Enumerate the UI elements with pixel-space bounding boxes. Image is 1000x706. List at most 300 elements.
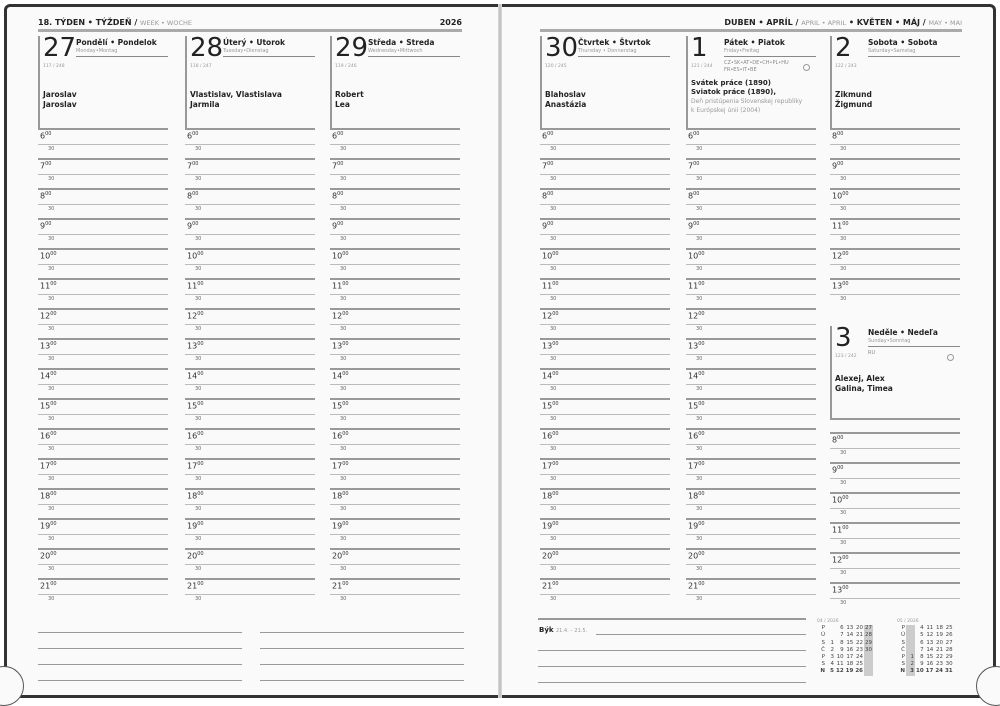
hour-label: $21^{00}$ bbox=[688, 581, 705, 591]
day-name: Pátek • Piatok bbox=[724, 38, 785, 47]
half-hour-line bbox=[38, 144, 168, 145]
notes-line bbox=[538, 650, 806, 651]
day-box bbox=[686, 33, 816, 130]
half-hour-line bbox=[830, 204, 960, 205]
mini-calendar-cell bbox=[906, 625, 915, 632]
half-hour-line bbox=[330, 414, 460, 415]
mini-calendar-row bbox=[817, 661, 873, 668]
hour-label: $14^{00}$ bbox=[332, 371, 349, 381]
mini-calendar-cell: 22 bbox=[855, 639, 863, 646]
hour-row bbox=[330, 428, 460, 458]
mini-calendar-cell: 13 bbox=[846, 625, 854, 632]
half-hour-label: 30 bbox=[550, 536, 557, 542]
half-hour-label: 30 bbox=[550, 416, 557, 422]
day-number: 1 bbox=[691, 33, 708, 63]
hour-row bbox=[686, 188, 816, 218]
half-hour-line bbox=[330, 294, 460, 295]
half-hour-line bbox=[330, 324, 460, 325]
hour-label: $19^{00}$ bbox=[688, 521, 705, 531]
half-hour-line bbox=[185, 234, 315, 235]
mini-calendar-cell: 17 bbox=[925, 668, 934, 675]
half-hour-label: 30 bbox=[340, 536, 347, 542]
half-hour-label: 30 bbox=[696, 176, 703, 182]
half-hour-line bbox=[38, 264, 168, 265]
half-hour-line bbox=[830, 478, 960, 479]
hour-label: $15^{00}$ bbox=[40, 401, 57, 411]
hour-label: $19^{00}$ bbox=[542, 521, 559, 531]
name-day: Jaroslav bbox=[43, 100, 77, 109]
name-day: Alexej, Alex bbox=[835, 374, 885, 383]
name-days bbox=[335, 90, 364, 110]
mini-calendar-cell: 3 bbox=[830, 654, 834, 661]
half-hour-line bbox=[38, 174, 168, 175]
half-hour-line bbox=[185, 204, 315, 205]
half-hour-label: 30 bbox=[696, 416, 703, 422]
half-hour-line bbox=[686, 444, 816, 445]
hour-label: $13^{00}$ bbox=[40, 341, 57, 351]
mini-calendar-row bbox=[817, 632, 873, 639]
half-hour-label: 30 bbox=[840, 570, 847, 576]
half-hour-line bbox=[185, 594, 315, 595]
hour-row bbox=[686, 398, 816, 428]
mini-calendar-cell: 9 bbox=[840, 646, 844, 653]
mini-calendar-row bbox=[817, 647, 873, 654]
notes-line bbox=[260, 648, 464, 649]
hour-label: $11^{00}$ bbox=[832, 221, 849, 231]
half-hour-line bbox=[686, 564, 816, 565]
mini-calendar-cell: 6 bbox=[840, 625, 844, 632]
hour-row bbox=[686, 158, 816, 188]
mini-calendar-cell bbox=[906, 632, 915, 639]
hour-label: $7^{00}$ bbox=[187, 161, 199, 171]
half-hour-line bbox=[330, 174, 460, 175]
notes-line bbox=[38, 664, 242, 665]
half-hour-line bbox=[330, 564, 460, 565]
half-hour-label: 30 bbox=[550, 176, 557, 182]
half-hour-label: 30 bbox=[550, 386, 557, 392]
hour-label: $6^{00}$ bbox=[688, 131, 700, 141]
half-hour-label: 30 bbox=[696, 326, 703, 332]
hour-row bbox=[38, 368, 168, 398]
hour-row bbox=[330, 458, 460, 488]
mini-calendar-cell: 20 bbox=[855, 625, 863, 632]
zodiac-range: 21.4. – 21.5. bbox=[556, 628, 588, 634]
week-header bbox=[38, 18, 462, 32]
holiday bbox=[691, 79, 802, 115]
mini-calendar-cell: 28 bbox=[945, 646, 953, 653]
hour-label: $21^{00}$ bbox=[187, 581, 204, 591]
half-hour-line bbox=[540, 504, 670, 505]
half-hour-label: 30 bbox=[48, 566, 55, 572]
hour-label: $17^{00}$ bbox=[332, 461, 349, 471]
half-hour-label: 30 bbox=[550, 476, 557, 482]
hour-row bbox=[38, 398, 168, 428]
zodiac bbox=[539, 626, 587, 634]
hour-row bbox=[830, 128, 960, 158]
hour-label: $9^{00}$ bbox=[187, 221, 199, 231]
hour-row bbox=[686, 368, 816, 398]
half-hour-label: 30 bbox=[840, 600, 847, 606]
half-hour-line bbox=[830, 234, 960, 235]
mini-calendar-row bbox=[897, 647, 954, 654]
hour-label: $7^{00}$ bbox=[542, 161, 554, 171]
half-hour-label: 30 bbox=[696, 296, 703, 302]
half-hour-label: 30 bbox=[195, 266, 202, 272]
hour-row bbox=[330, 488, 460, 518]
hour-row bbox=[540, 308, 670, 338]
hour-row bbox=[185, 308, 315, 338]
hour-label: $15^{00}$ bbox=[542, 401, 559, 411]
half-hour-line bbox=[38, 204, 168, 205]
half-hour-line bbox=[185, 384, 315, 385]
mini-calendar-cell: 12 bbox=[926, 632, 934, 639]
mini-calendar-cell: Č bbox=[821, 646, 825, 653]
half-hour-line bbox=[185, 504, 315, 505]
mini-calendar-cell: 8 bbox=[920, 654, 924, 661]
hour-label: $13^{00}$ bbox=[832, 281, 849, 291]
half-hour-line bbox=[686, 144, 816, 145]
day-of-year: 119 / 246 bbox=[335, 64, 357, 69]
hour-row bbox=[830, 432, 960, 462]
hour-row bbox=[830, 278, 960, 308]
half-hour-label: 30 bbox=[696, 536, 703, 542]
half-hour-line bbox=[830, 448, 960, 449]
day-of-year: 123 / 242 bbox=[835, 354, 857, 359]
hour-row bbox=[540, 338, 670, 368]
half-hour-label: 30 bbox=[48, 296, 55, 302]
day-name-en: Saturday•Samstag bbox=[868, 48, 916, 54]
half-hour-line bbox=[330, 264, 460, 265]
half-hour-line bbox=[185, 474, 315, 475]
half-hour-label: 30 bbox=[48, 536, 55, 542]
mini-calendar-row bbox=[897, 625, 954, 632]
name-day: Lea bbox=[335, 100, 350, 109]
day-name: Čtvrtek • Štvrtok bbox=[578, 38, 651, 47]
mini-calendar-cell: 18 bbox=[846, 661, 854, 668]
hour-row bbox=[185, 128, 315, 158]
half-hour-line bbox=[38, 384, 168, 385]
hour-row bbox=[540, 248, 670, 278]
half-hour-label: 30 bbox=[340, 446, 347, 452]
mini-calendar-cell: 16 bbox=[926, 661, 934, 668]
mini-calendar-cell bbox=[906, 640, 915, 647]
hour-row bbox=[330, 128, 460, 158]
half-hour-label: 30 bbox=[195, 596, 202, 602]
half-hour-label: 30 bbox=[48, 356, 55, 362]
half-hour-line bbox=[185, 264, 315, 265]
half-hour-label: 30 bbox=[48, 416, 55, 422]
half-hour-label: 30 bbox=[48, 206, 55, 212]
half-hour-line bbox=[830, 538, 960, 539]
info-circle-icon bbox=[947, 354, 954, 361]
half-hour-label: 30 bbox=[340, 206, 347, 212]
hour-label: $16^{00}$ bbox=[332, 431, 349, 441]
mini-calendar-row bbox=[817, 654, 873, 661]
day-name-en: Thursday • Donnerstag bbox=[578, 48, 637, 54]
half-hour-label: 30 bbox=[48, 236, 55, 242]
mini-calendar-title: 04 / 2026 bbox=[817, 619, 839, 624]
half-hour-line bbox=[330, 204, 460, 205]
half-hour-line bbox=[540, 414, 670, 415]
hour-row bbox=[38, 488, 168, 518]
hour-row bbox=[830, 582, 960, 612]
hour-row bbox=[185, 488, 315, 518]
half-hour-label: 30 bbox=[195, 206, 202, 212]
half-hour-line bbox=[330, 354, 460, 355]
mini-calendar-cell: 21 bbox=[855, 632, 863, 639]
name-day: Jaroslav bbox=[43, 90, 77, 99]
day-name-en: Monday•Montag bbox=[76, 48, 118, 54]
notes-line bbox=[38, 632, 242, 633]
hour-row bbox=[540, 518, 670, 548]
hour-row bbox=[38, 278, 168, 308]
half-hour-label: 30 bbox=[840, 176, 847, 182]
hour-label: $12^{00}$ bbox=[832, 555, 849, 565]
half-hour-label: 30 bbox=[340, 296, 347, 302]
mini-calendar-cell: 26 bbox=[945, 632, 953, 639]
half-hour-line bbox=[185, 174, 315, 175]
mini-calendar-cell: 5 bbox=[830, 668, 834, 675]
mini-calendar-cell: 2 bbox=[830, 646, 834, 653]
holiday-line: Sviatok práce (1890), bbox=[691, 88, 777, 96]
half-hour-line bbox=[830, 294, 960, 295]
hour-row bbox=[330, 368, 460, 398]
month1-label: DUBEN • APRÍL / bbox=[724, 18, 799, 27]
hour-label: $9^{00}$ bbox=[688, 221, 700, 231]
hour-label: $18^{00}$ bbox=[688, 491, 705, 501]
mini-calendar-row bbox=[897, 640, 954, 647]
half-hour-line bbox=[686, 234, 816, 235]
half-hour-label: 30 bbox=[696, 506, 703, 512]
half-hour-label: 30 bbox=[840, 206, 847, 212]
hour-row bbox=[540, 578, 670, 608]
mini-calendar-cell: 28 bbox=[864, 632, 872, 639]
hour-label: $12^{00}$ bbox=[542, 311, 559, 321]
zodiac-name: Býk bbox=[539, 626, 554, 634]
week-sub-label: WEEK • WOCHE bbox=[140, 19, 192, 27]
mini-calendar-cell: 27 bbox=[945, 639, 953, 646]
name-days bbox=[835, 90, 872, 110]
hour-label: $19^{00}$ bbox=[332, 521, 349, 531]
mini-calendar-cell: 23 bbox=[935, 661, 943, 668]
holiday-sub-line: Deň pristúpenia Slovenskej republiky bbox=[691, 98, 803, 105]
hour-row bbox=[686, 458, 816, 488]
mini-calendar-cell: 16 bbox=[846, 646, 854, 653]
hour-row bbox=[38, 548, 168, 578]
mini-calendar-cell bbox=[864, 668, 873, 675]
day-of-year: 121 / 244 bbox=[691, 64, 713, 69]
mini-calendar-cell: 4 bbox=[830, 661, 834, 668]
mini-calendar-cell: 9 bbox=[920, 661, 924, 668]
mini-calendar-cell: S bbox=[901, 661, 905, 668]
divider bbox=[724, 56, 816, 57]
half-hour-label: 30 bbox=[340, 596, 347, 602]
mini-calendar-cell: 25 bbox=[945, 625, 953, 632]
mini-calendar-cell: Č bbox=[901, 646, 905, 653]
hour-label: $6^{00}$ bbox=[332, 131, 344, 141]
hour-label: $10^{00}$ bbox=[187, 251, 204, 261]
name-days bbox=[43, 90, 77, 110]
half-hour-label: 30 bbox=[696, 206, 703, 212]
notes-line bbox=[538, 682, 806, 683]
day-name: Pondělí • Pondelok bbox=[76, 38, 157, 47]
notes-line bbox=[260, 632, 464, 633]
mini-calendar-row bbox=[897, 661, 954, 668]
hour-label: $14^{00}$ bbox=[187, 371, 204, 381]
mini-calendar-cell bbox=[864, 654, 873, 661]
hour-label: $13^{00}$ bbox=[832, 585, 849, 595]
hour-label: $20^{00}$ bbox=[187, 551, 204, 561]
hour-label: $13^{00}$ bbox=[688, 341, 705, 351]
hour-row bbox=[540, 428, 670, 458]
half-hour-label: 30 bbox=[696, 446, 703, 452]
month1-sub: APRIL • APRIL bbox=[801, 19, 847, 27]
hour-row bbox=[38, 158, 168, 188]
half-hour-line bbox=[540, 444, 670, 445]
name-day: Jarmila bbox=[190, 100, 220, 109]
half-hour-label: 30 bbox=[340, 326, 347, 332]
half-hour-label: 30 bbox=[840, 540, 847, 546]
hour-row bbox=[330, 308, 460, 338]
half-hour-line bbox=[38, 534, 168, 535]
hour-label: $9^{00}$ bbox=[542, 221, 554, 231]
hour-row bbox=[185, 218, 315, 248]
hour-label: $8^{00}$ bbox=[542, 191, 554, 201]
hour-label: $15^{00}$ bbox=[332, 401, 349, 411]
hour-label: $14^{00}$ bbox=[688, 371, 705, 381]
hour-row bbox=[38, 188, 168, 218]
half-hour-label: 30 bbox=[840, 266, 847, 272]
mini-calendar-cell: 31 bbox=[944, 668, 953, 675]
hour-label: $6^{00}$ bbox=[542, 131, 554, 141]
hour-label: $10^{00}$ bbox=[832, 495, 849, 505]
hour-label: $17^{00}$ bbox=[688, 461, 705, 471]
mini-calendar-cell: 15 bbox=[846, 639, 854, 646]
mini-calendar-cell: 10 bbox=[836, 654, 844, 661]
half-hour-line bbox=[185, 564, 315, 565]
info-circle-icon bbox=[803, 64, 810, 71]
half-hour-label: 30 bbox=[48, 266, 55, 272]
half-hour-label: 30 bbox=[195, 236, 202, 242]
notes-line bbox=[260, 664, 464, 665]
spine bbox=[498, 4, 502, 698]
half-hour-line bbox=[540, 204, 670, 205]
half-hour-label: 30 bbox=[195, 566, 202, 572]
hour-row bbox=[330, 398, 460, 428]
hour-row bbox=[686, 308, 816, 338]
mini-calendar-cell: 23 bbox=[855, 646, 863, 653]
hour-label: $17^{00}$ bbox=[40, 461, 57, 471]
half-hour-line bbox=[540, 594, 670, 595]
half-hour-label: 30 bbox=[48, 146, 55, 152]
half-hour-label: 30 bbox=[696, 266, 703, 272]
hour-row bbox=[38, 578, 168, 608]
day-of-year: 117 / 248 bbox=[43, 64, 65, 69]
half-hour-label: 30 bbox=[840, 236, 847, 242]
mini-calendar-cell: Ú bbox=[820, 632, 825, 639]
mini-calendar-cell: 13 bbox=[926, 639, 934, 646]
hour-label: $8^{00}$ bbox=[832, 435, 844, 445]
half-hour-line bbox=[185, 444, 315, 445]
half-hour-line bbox=[686, 204, 816, 205]
half-hour-line bbox=[540, 474, 670, 475]
mini-calendar-cell: 1 bbox=[830, 639, 834, 646]
mini-calendar-cell: 11 bbox=[836, 661, 844, 668]
half-hour-label: 30 bbox=[340, 356, 347, 362]
half-hour-line bbox=[686, 354, 816, 355]
mini-calendar-cell bbox=[906, 647, 915, 654]
mini-calendar-cell: 24 bbox=[855, 654, 863, 661]
hour-label: $13^{00}$ bbox=[542, 341, 559, 351]
half-hour-label: 30 bbox=[48, 476, 55, 482]
day-number: 28 bbox=[190, 33, 224, 63]
mini-calendar-cell: 11 bbox=[926, 625, 934, 632]
mini-calendar-cell: P bbox=[821, 625, 825, 632]
hour-label: $12^{00}$ bbox=[40, 311, 57, 321]
hour-label: $18^{00}$ bbox=[187, 491, 204, 501]
day-name: Sobota • Sobota bbox=[868, 38, 938, 47]
hour-row bbox=[330, 158, 460, 188]
half-hour-label: 30 bbox=[550, 146, 557, 152]
holiday-line: Svátek práce (1890) bbox=[691, 79, 771, 87]
hour-row bbox=[830, 248, 960, 278]
hour-row bbox=[830, 188, 960, 218]
country-codes bbox=[724, 60, 789, 74]
mini-calendar-cell: 30 bbox=[945, 661, 953, 668]
half-hour-line bbox=[540, 174, 670, 175]
hour-row bbox=[330, 248, 460, 278]
hour-label: $20^{00}$ bbox=[688, 551, 705, 561]
hour-row bbox=[686, 488, 816, 518]
hour-row bbox=[830, 522, 960, 552]
mini-calendar-cell: Ú bbox=[900, 632, 905, 639]
hour-row bbox=[185, 428, 315, 458]
half-hour-label: 30 bbox=[195, 386, 202, 392]
hour-label: $19^{00}$ bbox=[187, 521, 204, 531]
divider bbox=[868, 346, 960, 347]
hour-row bbox=[830, 218, 960, 248]
month2-sub: MAY • MAI bbox=[928, 19, 962, 27]
hour-row bbox=[38, 518, 168, 548]
hour-label: $11^{00}$ bbox=[332, 281, 349, 291]
half-hour-line bbox=[38, 414, 168, 415]
half-hour-label: 30 bbox=[195, 176, 202, 182]
mini-calendar-cell bbox=[826, 632, 835, 639]
day-of-year: 118 / 247 bbox=[190, 64, 212, 69]
half-hour-label: 30 bbox=[696, 476, 703, 482]
half-hour-label: 30 bbox=[195, 296, 202, 302]
hour-row bbox=[185, 398, 315, 428]
mini-calendar-cell: 20 bbox=[935, 639, 943, 646]
divider bbox=[578, 56, 670, 57]
country-code-line: RU bbox=[868, 350, 876, 356]
mini-calendar-cell: S bbox=[821, 639, 825, 646]
half-hour-line bbox=[540, 264, 670, 265]
mini-calendar-cell: 12 bbox=[836, 668, 844, 675]
hour-row bbox=[185, 278, 315, 308]
hour-label: $6^{00}$ bbox=[187, 131, 199, 141]
half-hour-line bbox=[686, 324, 816, 325]
half-hour-label: 30 bbox=[550, 566, 557, 572]
hour-row bbox=[686, 518, 816, 548]
half-hour-line bbox=[38, 504, 168, 505]
mini-calendar-cell: 5 bbox=[920, 632, 924, 639]
notes-line bbox=[596, 634, 806, 635]
mini-calendar-cell: 4 bbox=[920, 625, 924, 632]
half-hour-label: 30 bbox=[48, 176, 55, 182]
hour-label: $17^{00}$ bbox=[187, 461, 204, 471]
half-hour-label: 30 bbox=[550, 266, 557, 272]
